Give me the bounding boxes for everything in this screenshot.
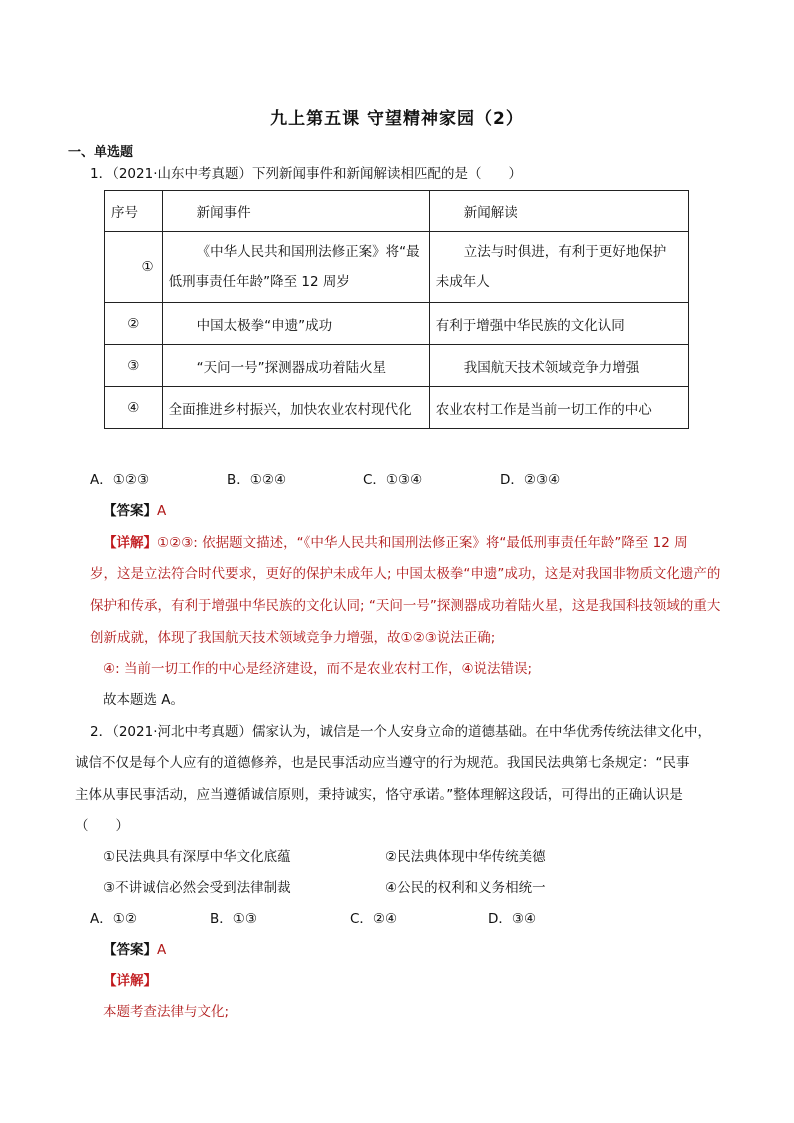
option-d[interactable]: D．②③④ (500, 472, 561, 488)
table-row (105, 232, 689, 303)
detail-line-4: 创新成就，体现了我国航天技术领域竞争力增强，故①②③说法正确; (90, 630, 496, 646)
statement-1: ①民法典具有深厚中华文化底蕴 (103, 849, 291, 865)
row-event-line-1: 《中华人民共和国刑法修正案》将“最 (196, 244, 420, 260)
statement-3: ③不讲诚信必然会受到法律制裁 (103, 880, 291, 896)
detail-tag-2: 【详解】 (103, 973, 157, 989)
row-interpretation: 我国航天技术领域竞争力增强 (429, 345, 688, 387)
news-table (104, 190, 689, 429)
answer-tag: 【答案】 (103, 503, 157, 519)
question-2-options (90, 909, 536, 929)
row-interpretation: 有利于增强中华民族的文化认同 (429, 303, 688, 345)
option-d[interactable]: D．③④ (488, 911, 537, 927)
answer-value: A (157, 942, 167, 958)
header-event: 新闻事件 (162, 191, 429, 232)
detail-text: ①②③: 依据题文描述，“《中华人民共和国刑法修正案》将“最低刑事责任年龄”降至 12 周 (157, 535, 688, 551)
row-interpretation: 农业农村工作是当前一切工作的中心 (429, 387, 688, 429)
row-number: ④ (105, 387, 163, 429)
detail-tag: 【详解】 (103, 535, 157, 551)
table-row (105, 303, 689, 345)
row-event: 中国太极拳“申遗”成功 (162, 303, 429, 345)
table-row (105, 387, 689, 429)
question-2-stem-line-2: 诚信不仅是每个人应有的道德修养，也是民事活动应当遵守的行为规范。我国民法典第七条规定：“民事 (75, 755, 690, 771)
row-event-line-2: 低刑事责任年龄”降至 12 周岁 (168, 274, 350, 290)
conclusion: 故本题选 A。 (103, 692, 185, 708)
row-interpretation (429, 232, 688, 303)
row-interp-line-2: 未成年人 (435, 274, 490, 290)
page-title: 九上第五课 守望精神家园（2） (270, 109, 524, 129)
answer-line-1 (103, 501, 166, 521)
question-2-stem-line-1: 2．（2021·河北中考真题）儒家认为，诚信是一个人安身立命的道德基础。在中华优秀传统法律文化中， (90, 724, 711, 740)
question-2-stem-line-4: （ ） (75, 818, 129, 834)
row-interp-line-1: 立法与时俱进，有利于更好地保护 (463, 244, 667, 260)
option-b[interactable]: B．①③ (210, 911, 257, 927)
statement-4: ④公民的权利和义务相统一 (385, 880, 546, 896)
detail-line-1 (103, 533, 688, 553)
section-heading: 一、单选题 (68, 145, 134, 160)
table-row (105, 345, 689, 387)
question-2-stem-line-3: 主体从事民事活动，应当遵循诚信原则，秉持诚实，恪守承诺。”整体理解这段话，可得出的正确认识是 (75, 787, 683, 803)
answer-line-2 (103, 940, 166, 960)
row-number: ③ (105, 345, 163, 387)
option-a[interactable]: A．①②③ (90, 472, 150, 488)
answer-tag: 【答案】 (103, 942, 157, 958)
row-event (162, 232, 429, 303)
detail-line-5: ④: 当前一切工作的中心是经济建设，而不是农业农村工作，④说法错误; (103, 661, 533, 677)
row-event: “天问一号”探测器成功着陆火星 (162, 345, 429, 387)
option-b[interactable]: B．①②④ (227, 472, 287, 488)
header-interpretation: 新闻解读 (429, 191, 688, 232)
option-a[interactable]: A．①② (90, 911, 137, 927)
row-number: ② (105, 303, 163, 345)
row-number: ① (105, 232, 163, 303)
question-1-options (90, 470, 560, 490)
table-header-row (105, 191, 689, 232)
option-c[interactable]: C．①③④ (363, 472, 423, 488)
header-number: 序号 (105, 191, 163, 232)
detail-line-2: 岁，这是立法符合时代要求，更好的保护未成年人; 中国太极拳“申遗”成功，这是对我国非物质文化遗产的 (90, 566, 721, 582)
answer-value: A (157, 503, 167, 519)
statement-2: ②民法典体现中华传统美德 (385, 849, 546, 865)
row-event: 全面推进乡村振兴，加快农业农村现代化 (162, 387, 429, 429)
detail-line-3: 保护和传承，有利于增强中华民族的文化认同; “天问一号”探测器成功着陆火星，这是我国科技领域的重大 (90, 598, 721, 614)
question-1-stem: 1．（2021·山东中考真题）下列新闻事件和新闻解读相匹配的是（ ） (90, 166, 522, 182)
option-c[interactable]: C．②④ (350, 911, 398, 927)
detail-text-2: 本题考查法律与文化; (103, 1004, 230, 1020)
